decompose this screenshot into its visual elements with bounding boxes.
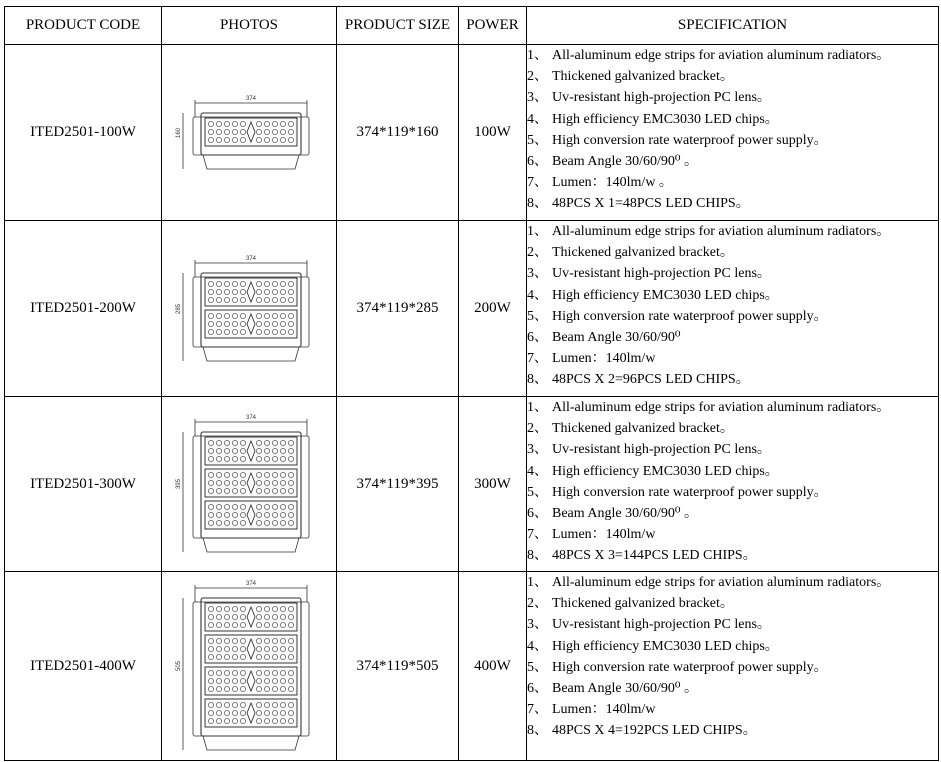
spec-item-number: 7、	[527, 351, 548, 367]
product-power: 100W	[459, 45, 527, 221]
header-row	[5, 7, 939, 45]
spec-item	[527, 348, 938, 369]
spec-item	[527, 699, 938, 720]
width-dimension-label: 374	[245, 581, 257, 587]
spec-item-text: 48PCS X 4=192PCS LED CHIPS。	[552, 723, 757, 739]
spec-item-number: 8、	[527, 196, 548, 212]
fixture-drawing	[164, 91, 334, 175]
product-size: 374*119*160	[337, 45, 459, 221]
height-dimension-label: 395	[176, 478, 182, 490]
spec-item-text: High conversion rate waterproof power supply。	[552, 132, 828, 148]
product-code: ITED2501-300W	[5, 397, 162, 572]
height-dimension-label: 285	[176, 303, 182, 314]
spec-item-number: 3、	[527, 266, 548, 282]
spec-item-text: Beam Angle 30/60/90⁰	[552, 329, 681, 345]
spec-item-text: High efficiency EMC3030 LED chips。	[552, 287, 779, 303]
fixture-drawing	[164, 251, 334, 367]
spec-item-number: 4、	[527, 463, 548, 479]
spec-item-text: High efficiency EMC3030 LED chips。	[552, 111, 779, 127]
spec-item-text: Uv-resistant high-projection PC lens。	[552, 617, 771, 633]
spec-item-text: Beam Angle 30/60/90⁰ 。	[552, 505, 698, 521]
product-row	[5, 221, 939, 397]
spec-item-number: 8、	[527, 723, 548, 739]
spec-item-number: 8、	[527, 372, 548, 388]
spec-item	[527, 545, 938, 566]
spec-item	[527, 369, 938, 390]
spec-item	[527, 572, 938, 593]
spec-item-text: Thickened galvanized bracket。	[552, 245, 734, 261]
spec-item-text: Thickened galvanized bracket。	[552, 421, 734, 437]
product-row	[5, 397, 939, 572]
spec-item	[527, 614, 938, 635]
spec-item-number: 2、	[527, 245, 548, 261]
spec-item	[527, 242, 938, 263]
spec-item-number: 6、	[527, 680, 548, 696]
spec-item	[527, 130, 938, 151]
product-power: 400W	[459, 572, 527, 761]
product-size: 374*119*395	[337, 397, 459, 572]
spec-item	[527, 418, 938, 439]
specification-list	[527, 397, 939, 572]
product-power: 300W	[459, 397, 527, 572]
header-photos: PHOTOS	[162, 7, 337, 45]
spec-item-number: 6、	[527, 153, 548, 169]
spec-item-number: 2、	[527, 596, 548, 612]
spec-item	[527, 66, 938, 87]
spec-item-number: 5、	[527, 484, 548, 500]
product-photo	[162, 221, 337, 397]
fixture-drawing	[164, 410, 334, 558]
spec-item-number: 7、	[527, 175, 548, 191]
spec-item	[527, 327, 938, 348]
spec-item	[527, 87, 938, 108]
fixture-drawing	[164, 576, 334, 756]
spec-item-number: 4、	[527, 111, 548, 127]
spec-item	[527, 636, 938, 657]
spec-item-number: 1、	[527, 575, 548, 590]
product-photo	[162, 572, 337, 761]
spec-item-number: 1、	[527, 224, 548, 239]
spec-item	[527, 503, 938, 524]
spec-item-text: All-aluminum edge strips for aviation aluminum radiators。	[552, 575, 891, 590]
header-product-size: PRODUCT SIZE	[337, 7, 459, 45]
product-code: ITED2501-400W	[5, 572, 162, 761]
spec-item-number: 1、	[527, 400, 548, 415]
product-power: 200W	[459, 221, 527, 397]
header-power: POWER	[459, 7, 527, 45]
spec-item	[527, 306, 938, 327]
spec-item-number: 5、	[527, 308, 548, 324]
spec-item	[527, 678, 938, 699]
spec-item-text: All-aluminum edge strips for aviation aluminum radiators。	[552, 400, 891, 415]
spec-item-text: Lumen：140lm/w	[552, 527, 656, 543]
header-specification: SPECIFICATION	[527, 7, 939, 45]
spec-item-number: 8、	[527, 548, 548, 564]
spec-item-text: 48PCS X 3=144PCS LED CHIPS。	[552, 548, 757, 564]
spec-item-text: Lumen：140lm/w	[552, 351, 656, 367]
spec-item-number: 7、	[527, 702, 548, 718]
spec-item	[527, 397, 938, 418]
specification-list	[527, 221, 939, 397]
spec-item	[527, 221, 938, 242]
spec-item	[527, 524, 938, 545]
height-dimension-label: 160	[176, 127, 182, 138]
product-photo	[162, 397, 337, 572]
width-dimension-label: 374	[245, 255, 257, 262]
spec-item-text: Lumen：140lm/w 。	[552, 175, 673, 191]
product-code: ITED2501-200W	[5, 221, 162, 397]
spec-item	[527, 482, 938, 503]
spec-item-number: 2、	[527, 421, 548, 437]
spec-item-text: Thickened galvanized bracket。	[552, 596, 734, 612]
spec-item-number: 3、	[527, 442, 548, 458]
product-row	[5, 45, 939, 221]
spec-item	[527, 151, 938, 172]
product-code: ITED2501-100W	[5, 45, 162, 221]
spec-item-text: All-aluminum edge strips for aviation aluminum radiators。	[552, 48, 891, 63]
spec-item-number: 3、	[527, 90, 548, 106]
spec-item-text: 48PCS X 1=48PCS LED CHIPS。	[552, 196, 750, 212]
product-photo	[162, 45, 337, 221]
spec-item-text: All-aluminum edge strips for aviation aluminum radiators。	[552, 224, 891, 239]
spec-item-text: High efficiency EMC3030 LED chips。	[552, 463, 779, 479]
height-dimension-label: 505	[176, 660, 182, 672]
spec-item-number: 1、	[527, 48, 548, 63]
spec-item-text: Thickened galvanized bracket。	[552, 69, 734, 85]
spec-item	[527, 285, 938, 306]
spec-item-number: 2、	[527, 69, 548, 85]
spec-item-text: Uv-resistant high-projection PC lens。	[552, 266, 771, 282]
spec-item	[527, 263, 938, 284]
product-size: 374*119*505	[337, 572, 459, 761]
spec-item-text: Uv-resistant high-projection PC lens。	[552, 90, 771, 106]
spec-item-number: 4、	[527, 638, 548, 654]
spec-item-text: Uv-resistant high-projection PC lens。	[552, 442, 771, 458]
spec-item-number: 3、	[527, 617, 548, 633]
spec-item-text: Beam Angle 30/60/90⁰ 。	[552, 680, 698, 696]
width-dimension-label: 374	[245, 415, 257, 421]
spec-item-text: 48PCS X 2=96PCS LED CHIPS。	[552, 372, 750, 388]
spec-item-number: 6、	[527, 505, 548, 521]
spec-item	[527, 439, 938, 460]
width-dimension-label: 374	[245, 95, 257, 102]
spec-item	[527, 193, 938, 214]
spec-item	[527, 720, 938, 741]
spec-item-number: 5、	[527, 132, 548, 148]
spec-item	[527, 461, 938, 482]
product-row	[5, 572, 939, 761]
spec-item-text: High conversion rate waterproof power supply。	[552, 484, 828, 500]
spec-item-text: Beam Angle 30/60/90⁰ 。	[552, 153, 698, 169]
spec-item-text: Lumen：140lm/w	[552, 702, 656, 718]
header-product-code: PRODUCT CODE	[5, 7, 162, 45]
spec-item	[527, 45, 938, 66]
spec-item	[527, 593, 938, 614]
product-spec-table	[4, 6, 939, 761]
product-size: 374*119*285	[337, 221, 459, 397]
specification-list	[527, 45, 939, 221]
spec-item-text: High efficiency EMC3030 LED chips。	[552, 638, 779, 654]
spec-item	[527, 109, 938, 130]
spec-item-text: High conversion rate waterproof power supply。	[552, 308, 828, 324]
spec-item	[527, 172, 938, 193]
spec-item-number: 4、	[527, 287, 548, 303]
spec-item	[527, 657, 938, 678]
specification-list	[527, 572, 939, 761]
spec-item-text: High conversion rate waterproof power supply。	[552, 659, 828, 675]
spec-item-number: 7、	[527, 527, 548, 543]
spec-item-number: 5、	[527, 659, 548, 675]
spec-item-number: 6、	[527, 329, 548, 345]
